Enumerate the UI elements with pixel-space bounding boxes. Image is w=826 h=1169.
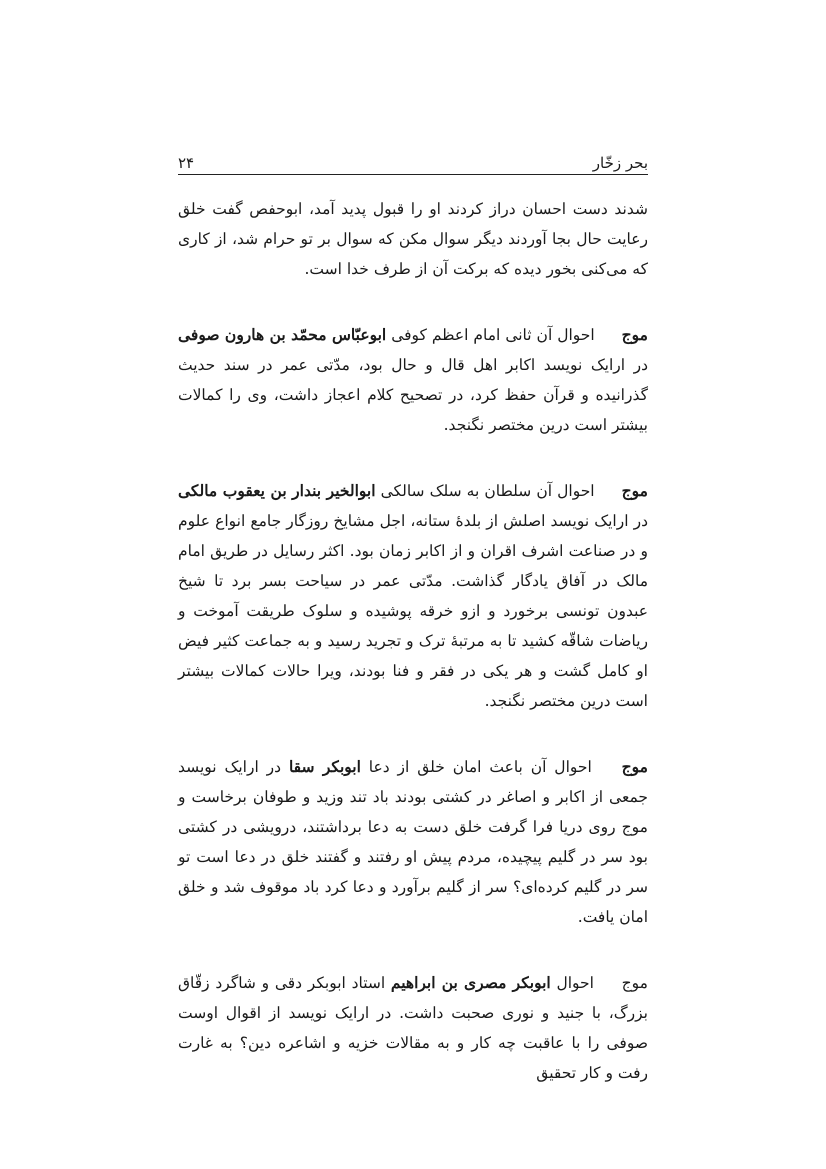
person-name: ابوبکر سقا [288,757,361,776]
book-title: بحر زخّار [592,154,648,172]
paragraph-lead: احوال آن سلطان به سلک سالکی [380,482,595,500]
paragraph-1 [178,194,648,284]
wave-marker: موج [621,757,648,776]
paragraph-5 [178,968,648,1088]
paragraph-text: در ارایک نویسد اصلش از بلدۀ ستانه، اجل مشایخ روزگار جامع انواع علوم و در صناعت اشرف اقران و از اکابر زمان بود. اکثر رسایل در طریق امام مالک در آفاق یادگار گذاشت. مدّتی عمر در سیاحت بسر برد تا شیخ عبدون تونسی برخورد و ازو خرقه پوشیده و سلوک طریقت آموخت و ریاضات شاقّه کشید تا به مرتبۀ ترک و تجرید رسید و به جماعت کثیر فیض او کامل گشت و هر یکی در فقر و فنا بودند، ویرا حالات کمالات بیشتر است درین مختصر نگنجد. [178,512,648,710]
page-number: ۲۴ [178,154,195,172]
wave-marker: موج [621,325,648,344]
person-name: ابوعبّاس محمّد بن هارون صوفی [178,325,387,344]
wave-marker: موج [621,974,648,992]
header-rule [178,174,648,175]
paragraph-2 [178,320,648,440]
paragraph-3 [178,476,648,716]
person-name: ابوبکر مصری بن ابراهیم [390,973,551,992]
paragraph-text: در ارایک نویسد اکابر اهل قال و حال بود، مدّتی عمر در سند حدیث گذرانیده و قرآن حفظ کرد، در تصحیح کلام اعجاز داشت، وی را کمالات بیشتر است درین مختصر نگنجد. [178,356,648,434]
paragraph-lead: احوال آن ثانی امام اعظم کوفی [391,326,595,344]
paragraph-lead: احوال آن باعث امان خلق از دعا [368,758,592,776]
paragraph-text: در ارایک نویسد جمعی از اکابر و اصاغر در کشتی بودند باد تند وزید و طوفان برخاست و موج روی دریا فرا گرفت خلق دست به دعا برداشتند، درویشی در کشتی بود سر در گلیم پیچیده، مردم پیش او رفتند و گفتند خلق در دعا است تو سر در گلیم کرده‌ای؟ سر از گلیم برآورد و دعا کرد باد موقوف شد و خلق امان یافت. [178,758,648,926]
paragraph-4 [178,752,648,932]
paragraph-lead: احوال [556,974,594,992]
wave-marker: موج [621,481,648,500]
page-body [178,194,648,1124]
person-name: ابوالخیر بندار بن یعقوب مالکی [178,481,376,500]
paragraph-text: استاد ابوبکر دقی و شاگرد زقّاق بزرگ، با جنید و نوری صحبت داشت. در ارایک نویسد از اقوال اوست صوفی را با عاقبت چه کار و به مقالات خزیه و اشاعره دین؟ به غارت رفت و کار تحقیق [178,974,648,1082]
paragraph-text: شدند دست احسان دراز کردند او را قبول پدید آمد، ابوحفص گفت خلق رعایت حال بجا آوردند دیگر سوال مکن که سوال بر تو حرام شد، از کاری که می‌کنی بخور دیده که برکت آن از طرف خدا است. [178,200,648,278]
running-header [178,144,648,172]
